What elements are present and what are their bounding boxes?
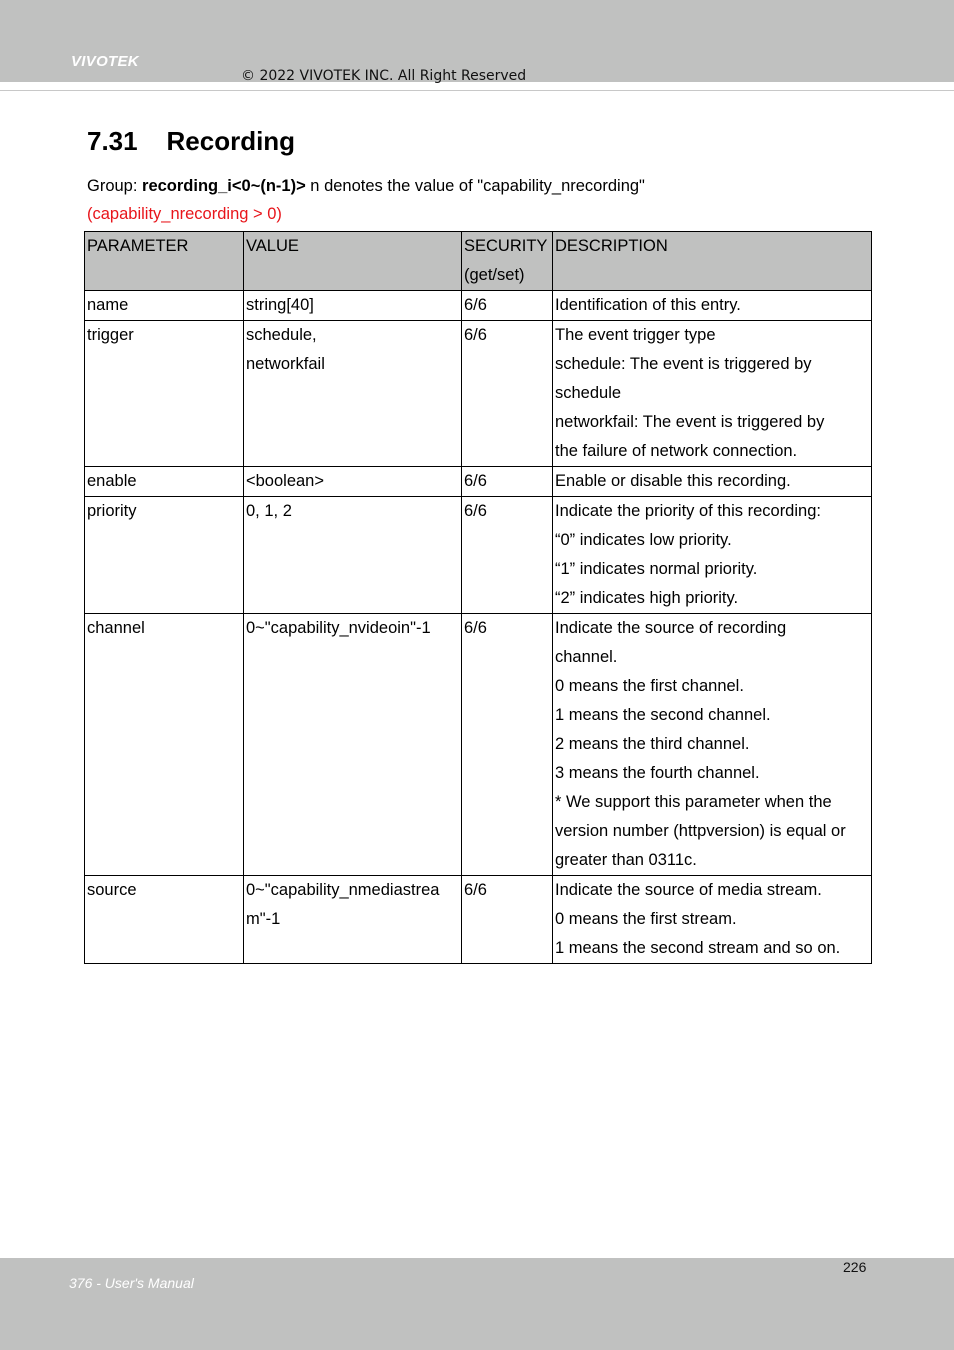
cell-description xyxy=(553,291,872,321)
cell-description xyxy=(553,614,872,876)
cell-text: 1 means the second channel. xyxy=(555,706,771,724)
cell-description xyxy=(553,497,872,614)
cell-text: 0, 1, 2 xyxy=(246,502,292,520)
cell-text: 6/6 xyxy=(464,296,487,314)
cell-security xyxy=(462,497,553,614)
cell-text: version number (httpversion) is equal or xyxy=(555,822,846,840)
brand-logo: VIVOTEK xyxy=(71,53,139,70)
cell-text: 6/6 xyxy=(464,472,487,490)
table-row xyxy=(85,876,872,964)
cell-text: 1 means the second stream and so on. xyxy=(555,939,841,957)
cell-text: “1” indicates normal priority. xyxy=(555,560,758,578)
cell-text: Indicate the source of media stream. xyxy=(555,881,822,899)
cell-text: priority xyxy=(87,502,137,520)
cell-text: “2” indicates high priority. xyxy=(555,589,739,607)
cell-text: 0 means the first channel. xyxy=(555,677,744,695)
table-row xyxy=(85,497,872,614)
group-suffix: n denotes the value of "capability_nrecording" xyxy=(305,177,645,195)
cell-parameter xyxy=(85,614,244,876)
cell-text: 6/6 xyxy=(464,619,487,637)
cell-value xyxy=(244,497,462,614)
cell-text: schedule xyxy=(555,384,622,402)
cell-parameter xyxy=(85,467,244,497)
table-row xyxy=(85,321,872,467)
cell-text: the failure of network connection. xyxy=(555,442,798,460)
cell-text: name xyxy=(87,296,129,314)
cell-value xyxy=(244,614,462,876)
page-footer xyxy=(0,1258,954,1350)
cell-text: 6/6 xyxy=(464,881,487,899)
cell-text: Enable or disable this recording. xyxy=(555,472,791,490)
header-parameter: PARAMETER xyxy=(85,232,244,291)
cell-text: enable xyxy=(87,472,137,490)
table-header-row xyxy=(85,232,872,291)
cell-text: 2 means the third channel. xyxy=(555,735,750,753)
cell-text: Identification of this entry. xyxy=(555,296,741,314)
group-name: recording_i<0~(n-1)> xyxy=(142,177,306,195)
cell-description xyxy=(553,467,872,497)
cell-text: “0” indicates low priority. xyxy=(555,531,732,549)
cell-text: greater than 0311c. xyxy=(555,851,697,869)
cell-parameter xyxy=(85,321,244,467)
cell-text: 6/6 xyxy=(464,326,487,344)
header-description: DESCRIPTION xyxy=(553,232,872,291)
parameter-table xyxy=(84,231,872,964)
cell-text: m"-1 xyxy=(246,910,281,928)
cell-text: trigger xyxy=(87,326,134,344)
group-condition: (capability_nrecording > 0) xyxy=(87,205,282,223)
cell-text: Indicate the priority of this recording: xyxy=(555,502,821,520)
section-title: 7.31 Recording xyxy=(87,126,296,156)
cell-value xyxy=(244,876,462,964)
cell-text: channel xyxy=(87,619,145,637)
cell-description xyxy=(553,321,872,467)
group-prefix: Group: xyxy=(87,177,143,195)
cell-value xyxy=(244,467,462,497)
cell-text: channel. xyxy=(555,648,618,666)
table-body xyxy=(85,291,872,964)
cell-value xyxy=(244,291,462,321)
cell-security xyxy=(462,614,553,876)
cell-value xyxy=(244,321,462,467)
cell-text: 0 means the first stream. xyxy=(555,910,737,928)
cell-text: 6/6 xyxy=(464,502,487,520)
cell-text: <boolean> xyxy=(246,472,324,490)
cell-text: schedule: The event is triggered by xyxy=(555,355,812,373)
cell-text: string[40] xyxy=(246,296,314,314)
cell-text: 0~"capability_nvideoin"-1 xyxy=(246,619,431,637)
cell-parameter xyxy=(85,497,244,614)
table-row xyxy=(85,291,872,321)
cell-text: * We support this parameter when the xyxy=(555,793,832,811)
cell-text: networkfail xyxy=(246,355,325,373)
cell-description xyxy=(553,876,872,964)
cell-text: The event trigger type xyxy=(555,326,716,344)
cell-security xyxy=(462,291,553,321)
cell-text: schedule, xyxy=(246,326,317,344)
cell-parameter xyxy=(85,291,244,321)
table-row xyxy=(85,467,872,497)
cell-text: Indicate the source of recording xyxy=(555,619,787,637)
cell-security xyxy=(462,467,553,497)
cell-text: networkfail: The event is triggered by xyxy=(555,413,825,431)
header-value: VALUE xyxy=(244,232,462,291)
manual-label: 376 - User's Manual xyxy=(69,1275,194,1291)
header-divider xyxy=(0,90,954,91)
cell-parameter xyxy=(85,876,244,964)
page-number: 226 xyxy=(843,1259,867,1275)
table-row xyxy=(85,614,872,876)
copyright-notice: © 2022 VIVOTEK INC. All Right Reserved xyxy=(241,68,527,84)
cell-security xyxy=(462,876,553,964)
header-security: SECURITY (get/set) xyxy=(462,232,553,291)
group-line xyxy=(87,177,645,196)
cell-security xyxy=(462,321,553,467)
cell-text: 3 means the fourth channel. xyxy=(555,764,760,782)
cell-text: 0~"capability_nmediastrea xyxy=(246,881,440,899)
cell-text: source xyxy=(87,881,137,899)
